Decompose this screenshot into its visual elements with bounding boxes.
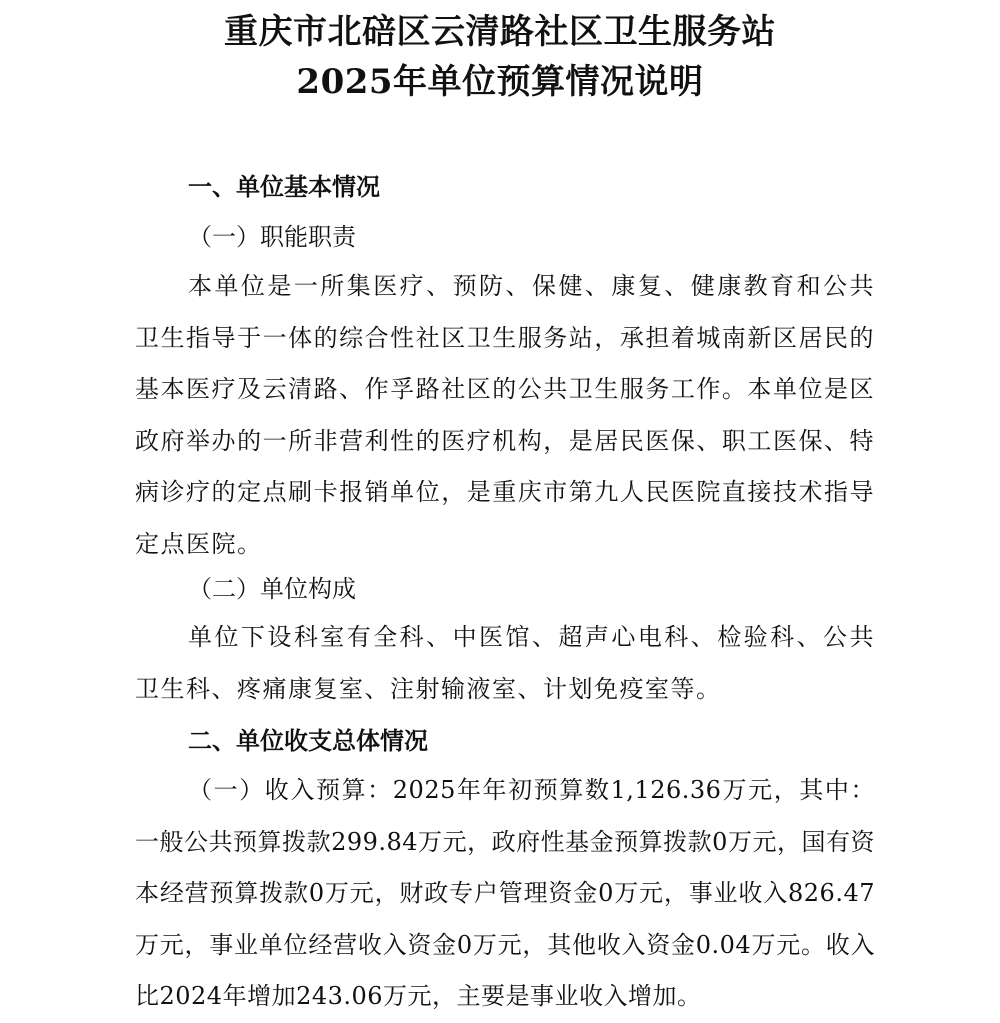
section-heading-basic-info: 一、单位基本情况 bbox=[188, 172, 380, 201]
document-title-line1: 重庆市北碚区云清路社区卫生服务站 bbox=[224, 12, 776, 52]
subsection-heading-functions: （一）职能职责 bbox=[188, 223, 356, 251]
paragraph-structure: 单位下设科室有全科、中医馆、超声心电科、检验科、公共卫生科、疼痛康复室、注射输液室、计划免疫室等。 bbox=[135, 623, 875, 703]
subsection-heading-structure: （二）单位构成 bbox=[188, 575, 356, 603]
document-title-line2: 2025年单位预算情况说明 bbox=[296, 62, 704, 102]
section-heading-budget-overview: 二、单位收支总体情况 bbox=[188, 726, 428, 755]
paragraph-income-budget: （一）收入预算：2025年年初预算数1,126.36万元，其中：一般公共预算拨款299.84万元，政府性基金预算拨款0万元，国有资本经营预算拨款0万元，财政专户管理资金0万元，事业收入826.47万元，事业单位经营收入资金0万元，其他收入资金0.04万元。收入比2024年增加243.06万元，主要是事业收入增加。 bbox=[135, 776, 875, 1010]
paragraph-functions: 本单位是一所集医疗、预防、保健、康复、健康教育和公共卫生指导于一体的综合性社区卫生服务站，承担着城南新区居民的基本医疗及云清路、作孚路社区的公共卫生服务工作。本单位是区政府举办的一所非营利性的医疗机构，是居民医保、职工医保、特病诊疗的定点刷卡报销单位，是重庆市第九人民医院直接技术指导定点医院。 bbox=[135, 272, 875, 558]
